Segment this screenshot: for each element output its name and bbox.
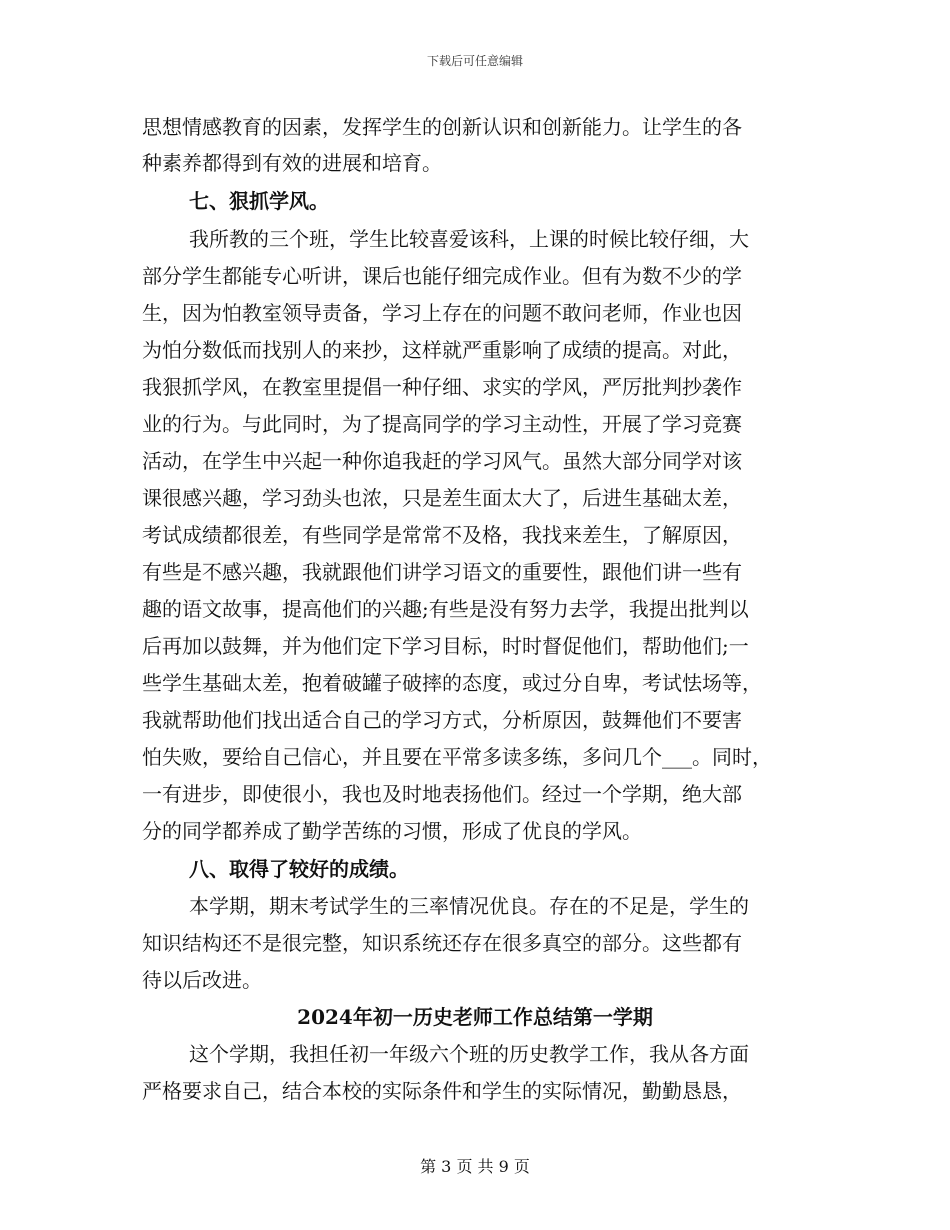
paragraph-line: 活动，在学生中兴起一种你追我赶的学习风气。虽然大部分同学对该 [142,449,742,473]
page-number: 第 3 页 共 9 页 [420,1157,530,1176]
section-heading: 八、取得了较好的成绩。 [189,857,409,881]
paragraph-line: 后再加以鼓舞，并为他们定下学习目标，时时督促他们，帮助他们;一 [142,634,749,658]
paragraph-line: 趣的语文故事，提高他们的兴趣;有些是没有努力去学，我提出批判以 [142,597,749,621]
paragraph-line: 分的同学都养成了勤学苦练的习惯，形成了优良的学风。 [142,819,642,843]
paragraph-line: 我就帮助他们找出适合自己的学习方式，分析原因，鼓舞他们不要害 [142,708,742,732]
paragraph-line: 有些是不感兴趣，我就跟他们讲学习语文的重要性，跟他们讲一些有 [142,560,742,584]
paragraph-line: 部分学生都能专心听讲，课后也能仔细完成作业。但有为数不少的学 [142,264,742,288]
paragraph-line: 这个学期，我担任初一年级六个班的历史教学工作，我从各方面 [189,1042,749,1066]
paragraph-line: 些学生基础太差，抱着破罐子破摔的态度，或过分自卑，考试怯场等， [142,671,762,695]
section-heading: 七、狠抓学风。 [189,189,329,213]
paragraph-line: 种素养都得到有效的进展和培育。 [142,151,442,175]
paragraph-line: 为怕分数低而找别人的来抄，这样就严重影响了成绩的提高。对此， [142,338,742,362]
paragraph-line: 严格要求自己，结合本校的实际条件和学生的实际情况，勤勤恳恳， [142,1079,742,1103]
paragraph-line: 业的行为。与此同时，为了提高同学的学习主动性，开展了学习竞赛 [142,412,742,436]
paragraph-line: 我所教的三个班，学生比较喜爱该科，上课的时候比较仔细，大 [189,227,749,251]
paragraph-line: 知识结构还不是很完整，知识系统还存在很多真空的部分。这些都有 [142,931,742,955]
paragraph-line: 生，因为怕教室领导责备，学习上存在的问题不敢问老师，作业也因 [142,301,742,325]
paragraph-line: 我狠抓学风，在教室里提倡一种仔细、求实的学风，严厉批判抄袭作 [142,375,742,399]
paragraph-line: 一有进步，即使很小，我也及时地表扬他们。经过一个学期，绝大部 [142,782,742,806]
document-title: 2024年初一历史老师工作总结第一学期 [297,1005,653,1029]
paragraph-line: 本学期，期末考试学生的三率情况优良。存在的不足是，学生的 [189,894,749,918]
paragraph-line: 怕失败，要给自己信心，并且要在平常多读多练，多问几个___。同时， [142,745,772,769]
paragraph-line: 考试成绩都很差，有些同学是常常不及格，我找来差生，了解原因， [142,523,742,547]
paragraph-line: 待以后改进。 [142,968,262,992]
page-header: 下载后可任意编辑 [426,54,523,68]
paragraph-line: 思想情感教育的因素，发挥学生的创新认识和创新能力。让学生的各 [142,115,742,139]
paragraph-line: 课很感兴趣，学习劲头也浓，只是差生面太大了，后进生基础太差， [142,486,742,510]
